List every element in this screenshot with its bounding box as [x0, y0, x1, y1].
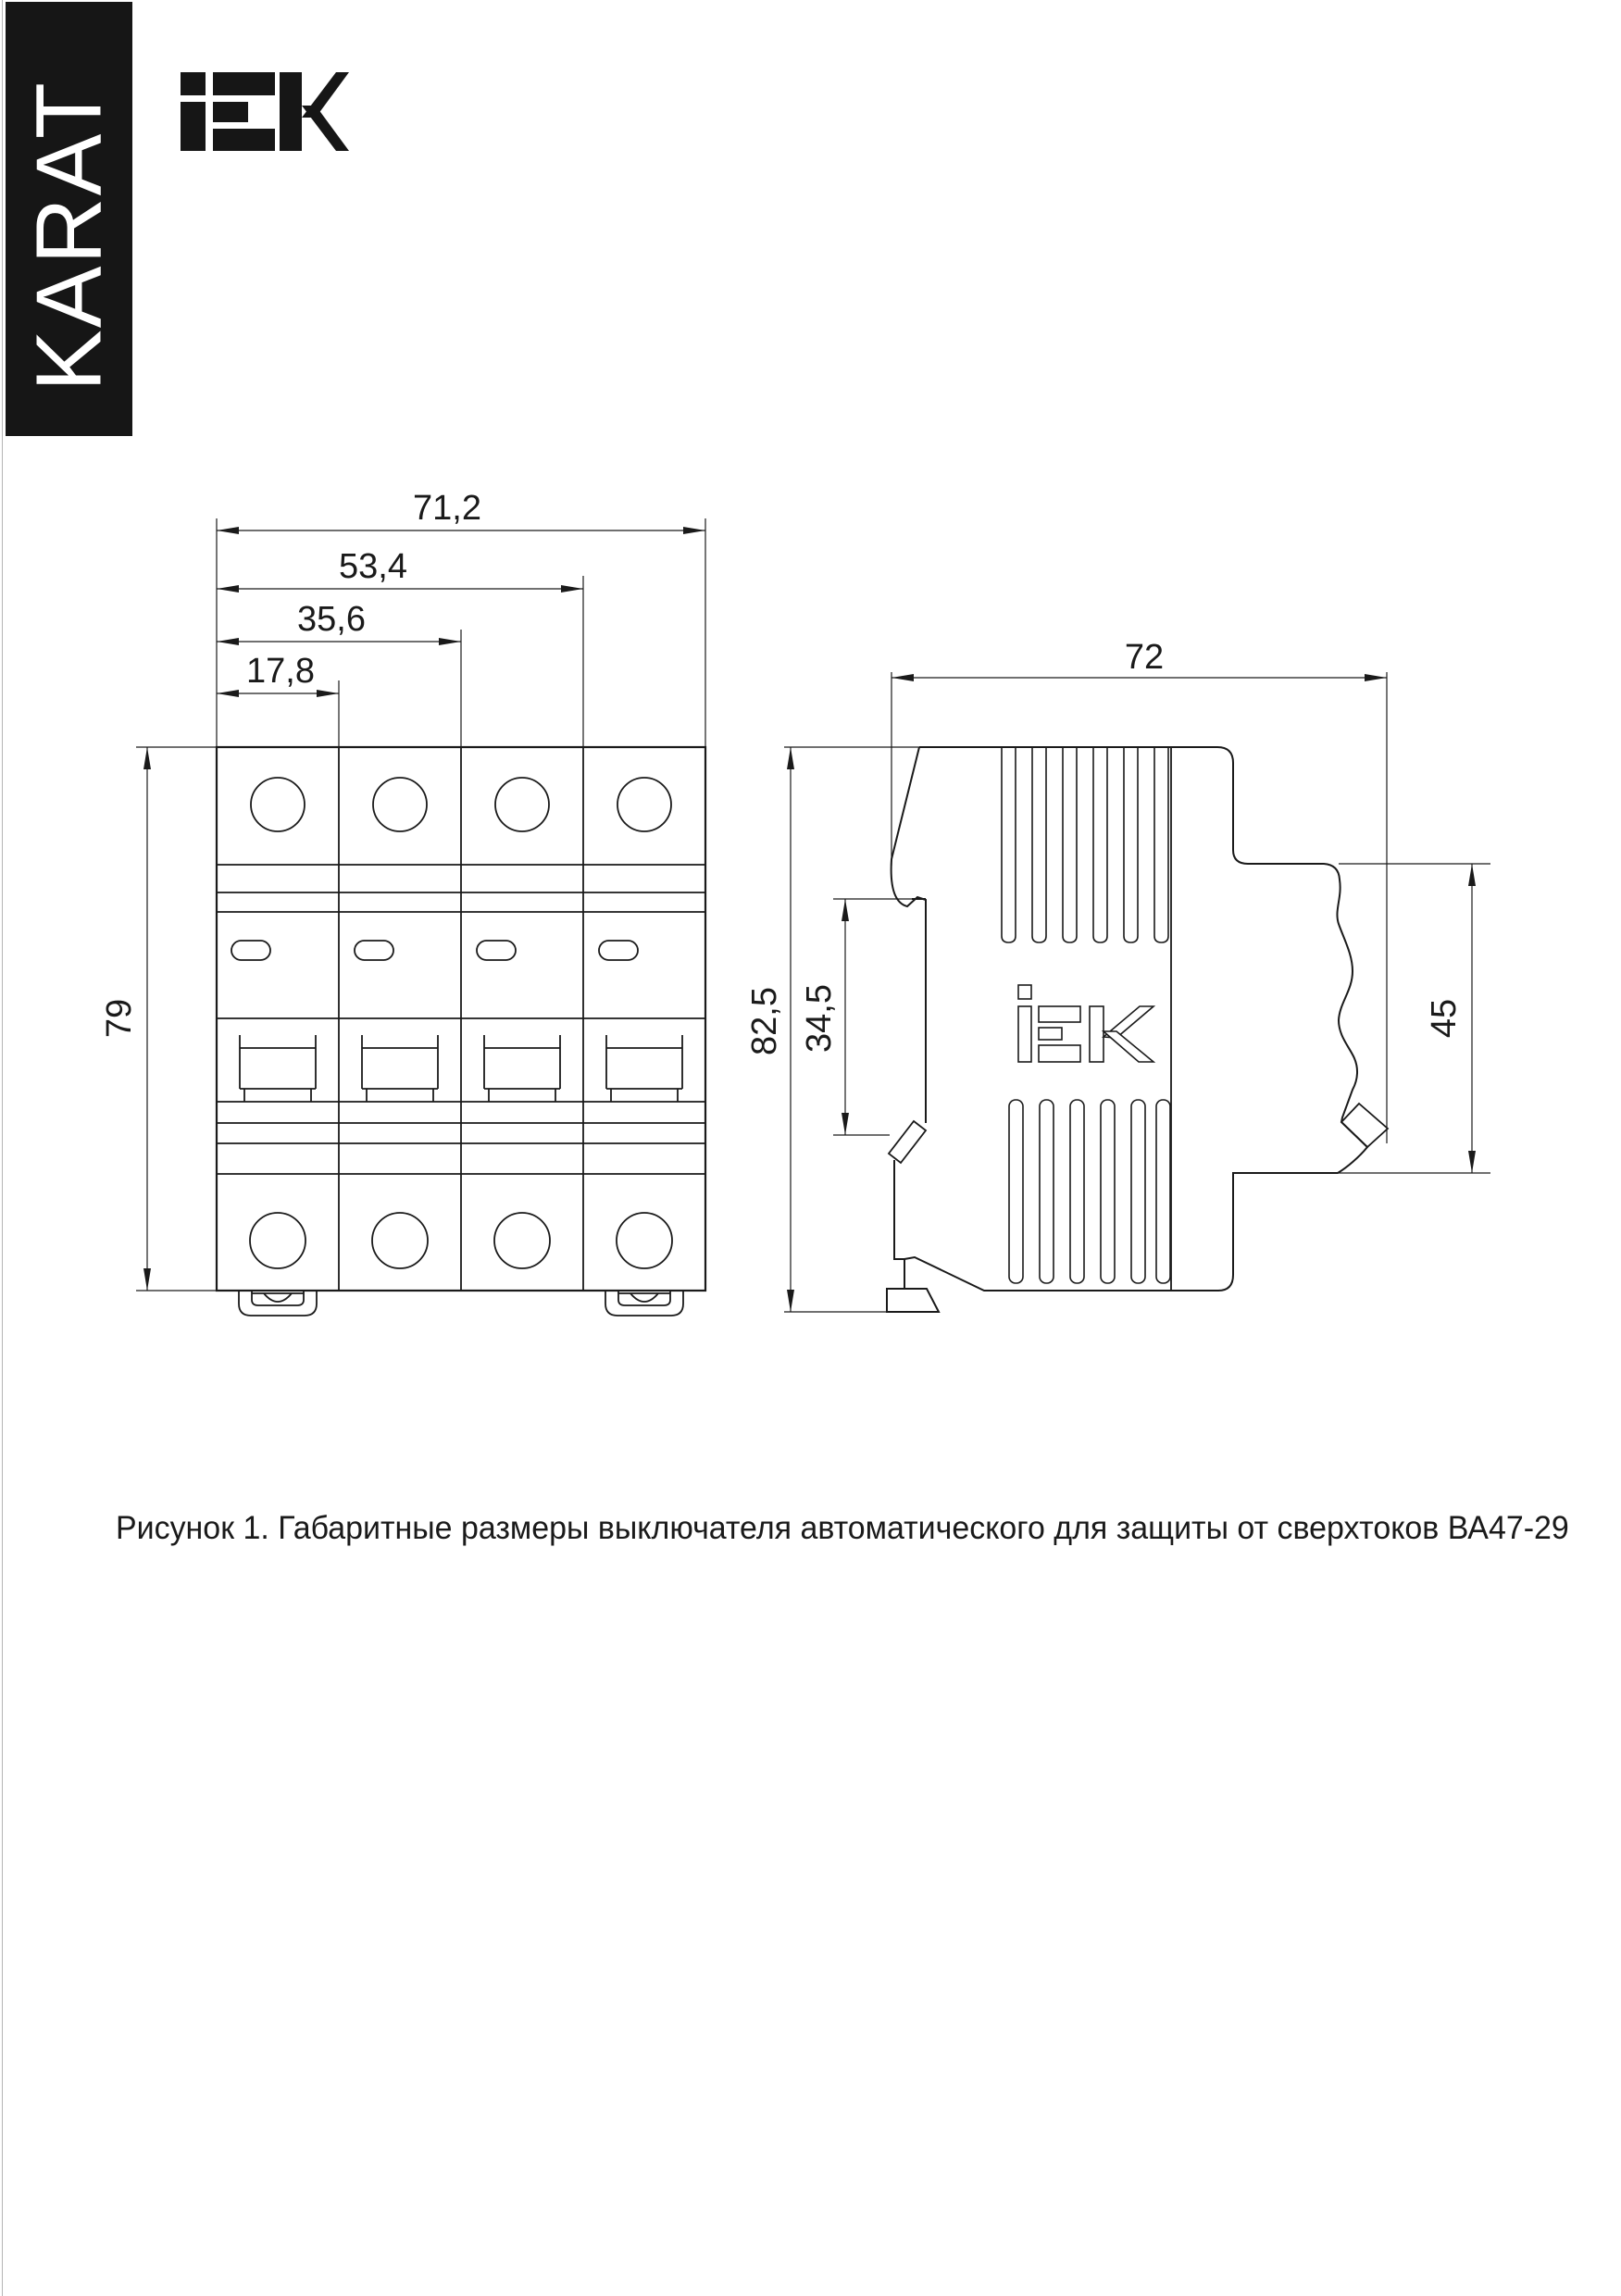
dim-label-width-3: 53,4	[339, 547, 407, 586]
dim-label-height: 79	[100, 998, 139, 1039]
iek-logo-embossed	[1018, 985, 1153, 1062]
dim-label-depth: 72	[1124, 638, 1165, 677]
dim-label-width-total: 71,2	[413, 489, 481, 528]
toggle-tip	[1341, 1104, 1388, 1147]
karat-banner-label: KARAT	[17, 81, 120, 393]
dim-label-width-2: 35,6	[297, 600, 366, 639]
figure-caption: Рисунок 1. Габаритные размеры выключателя автоматического для защиты от сверхтоков ВА47-29	[116, 1510, 1569, 1546]
din-latch	[889, 1121, 926, 1163]
vent-slats-upper	[1002, 747, 1168, 942]
side-view-dim-labels	[745, 638, 1464, 1055]
vent-slats-lower	[1009, 1100, 1170, 1283]
front-view-dim-labels	[100, 489, 481, 1038]
dim-label-front-height: 45	[1425, 998, 1464, 1039]
dim-label-din-recess: 34,5	[800, 984, 839, 1053]
side-view-drawing	[887, 747, 1388, 1312]
indicator-windows	[231, 941, 638, 960]
dim-label-width-1: 17,8	[246, 652, 315, 691]
din-clips-front	[239, 1291, 683, 1316]
front-view-drawing	[217, 747, 705, 1316]
iek-logo	[181, 72, 349, 151]
dim-label-side-height: 82,5	[745, 987, 784, 1055]
